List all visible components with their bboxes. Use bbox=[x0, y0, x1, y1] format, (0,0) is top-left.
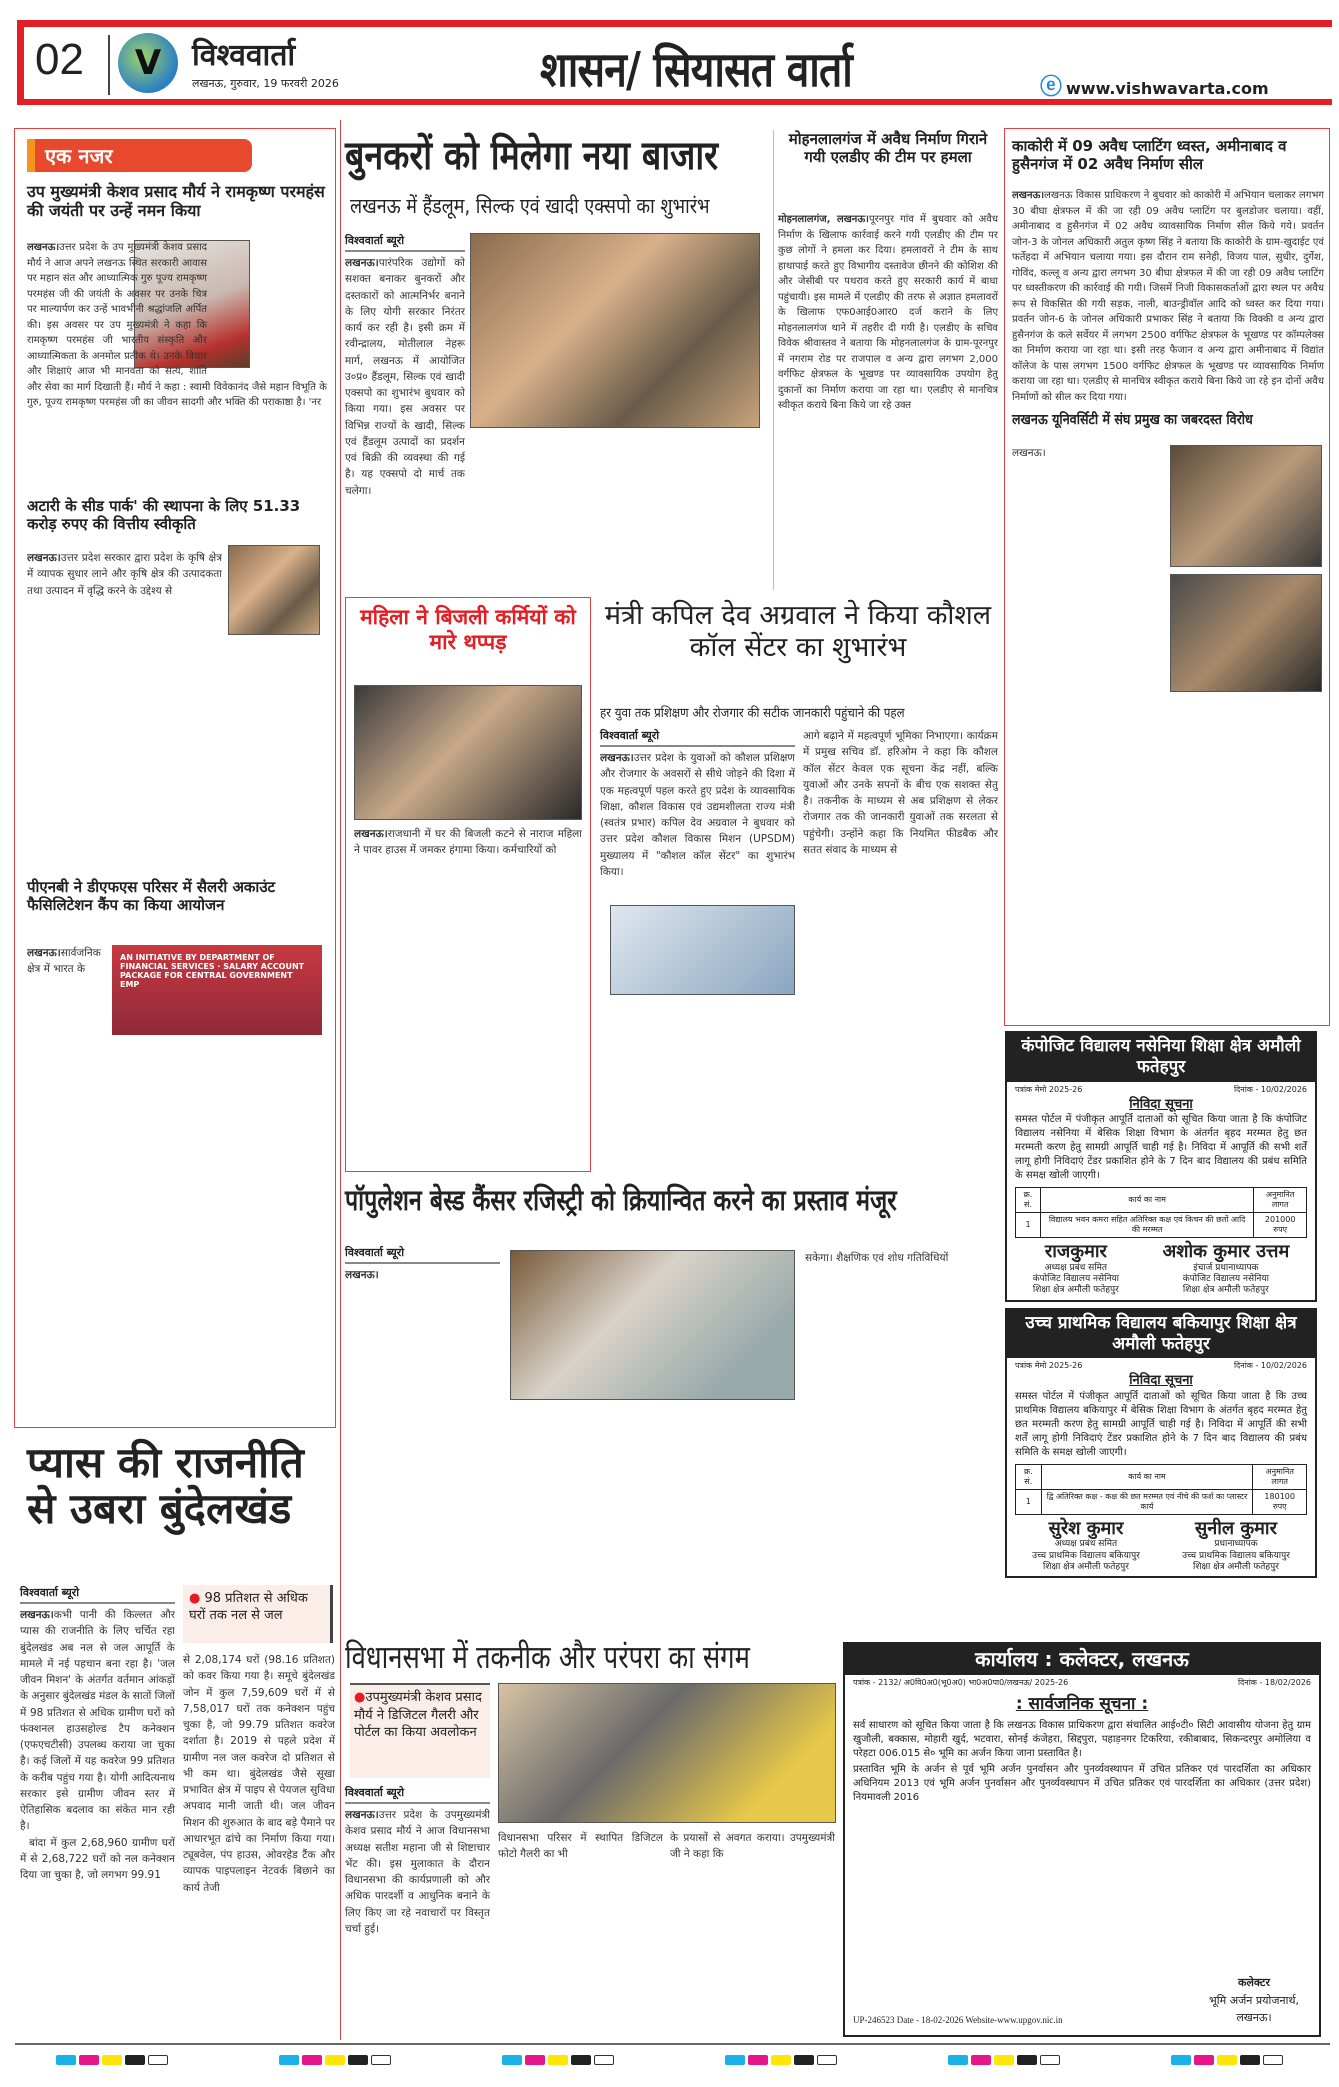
ad-notice-heading: : सार्वजनिक सूचना : bbox=[1015, 1694, 1149, 1714]
ad-title: कंपोजिट विद्यालय नसेनिया शिक्षा क्षेत्र अमौली फतेहपुर bbox=[1007, 1033, 1315, 1082]
dateline: लखनऊ। bbox=[354, 828, 388, 840]
dateline: लखनऊ। bbox=[600, 752, 634, 764]
body-text: कभी पानी की किल्लत और प्यास की राजनीति के लिए चर्चित रहा बुंदेलखंड अब नल से जल आपूर्ति के मामले में नई पहचान बना रहा है। 'जल जीवन मिशन' के अंतर्गत वर्तमान आंकड़ों के अनुसार बुंदेलखंड मंडल के सातों जिलों में 98 प्रतिशत से अधिक ग्रामीण घरों को फंक्शनल हाउसहोल्ड टैप कनेक्शन (एफएचटीसी) उपलब्ध कराया जा चुका है। कई जिलों में यह कवरेज 99 प्रतिशत के करीब पहुंच गया है। योगी आदित्यनाथ सरकार इसे ग्रामीण जीवन स्तर में ऐतिहासिक बदलाव का संकेत मान रही है। bbox=[20, 1609, 175, 1833]
ad-date: दिनांक - 10/02/2026 bbox=[1233, 1361, 1307, 1371]
color-swatch bbox=[79, 2055, 99, 2065]
byline: विश्ववार्ता ब्यूरो bbox=[345, 1785, 490, 1804]
color-bar-group bbox=[279, 2055, 391, 2065]
column-rule bbox=[773, 130, 774, 590]
color-swatch bbox=[548, 2055, 568, 2065]
color-swatch bbox=[1217, 2055, 1237, 2065]
color-swatch bbox=[1240, 2055, 1260, 2065]
photo-minister bbox=[228, 545, 320, 635]
body-text: उत्तर प्रदेश सरकार द्वारा प्रदेश के कृषि क्षेत्र में व्यापक सुधार लाने और कृषि क्षेत्र की उत्पादकता तथा उत्पादन में वृद्धि करने के उद्देश्य से bbox=[27, 552, 222, 597]
color-swatch bbox=[994, 2055, 1014, 2065]
article-body bbox=[27, 945, 105, 1035]
callout-text: 98 प्रतिशत से अधिक घरों तक नल से जल bbox=[189, 1591, 308, 1623]
color-swatch bbox=[971, 2055, 991, 2065]
divider bbox=[108, 35, 110, 95]
photo-protest-1 bbox=[1170, 445, 1322, 567]
signatories bbox=[1007, 1241, 1315, 1299]
dateline: लखनऊ। bbox=[1012, 190, 1045, 201]
article-body: के प्रयासों से अवगत कराया। उपमुख्यमंत्री जी ने कहा कि bbox=[670, 1832, 835, 1861]
signatory bbox=[1182, 1519, 1290, 1573]
body-text: बांदा में कुल 2,68,960 ग्रामीण घरों में से 2,68,722 घरों को नल कनेक्शन दिया जा चुका है, जो लगभग 99.91 bbox=[20, 1836, 175, 1882]
callout-box bbox=[350, 1683, 490, 1778]
tender-ad-bakiyapur bbox=[1005, 1308, 1317, 1579]
color-swatch bbox=[125, 2055, 145, 2065]
ad-title: कार्यालय : कलेक्टर, लखनऊ bbox=[845, 1644, 1319, 1675]
color-swatch bbox=[1017, 2055, 1037, 2065]
tender-ad-nasenia bbox=[1005, 1031, 1317, 1302]
line: उच्च प्राथमिक विद्यालय बकियापुर bbox=[1032, 1550, 1140, 1561]
col-header: क्र. सं. bbox=[1016, 1188, 1041, 1213]
crosshair-mark-icon bbox=[817, 2055, 837, 2065]
body-text: पूरनपुर गांव में बुधवार को अवैध निर्माण के खिलाफ कार्रवाई करने गयी एलडीए की टीम पर कुछ लोगों ने हमला कर दिया। हमलावरों ने टीम के साथ हाथापाई करते हुए विभागीय दस्तावेज छीनने की कोशिश की और जेसीबी पर पथराव करते हुए सरकारी कार्य में बाधा पहुंचायी। इस मामले में एलडीए की तरफ से अज्ञात हमलावरों के खिलाफ एफ0आई0आर0 दर्ज कराने के लिए मोहनलालगंज थाने में तहरीर दी गयी है। एलडीए के सचिव विवेक श्रीवास्तव ने बताया कि मोहनलालगंज के ग्राम-पूरनपुर में नगराम रोड पर राजपाल व अन्य द्वारा लगभग 2,000 वर्गफिट क्षेत्रफल के भूखण्ड पर व्यावसायिक उपयोग हेतु दुकानों का निर्माण कराया जा रहा था। एलडीए से मानचित्र स्वीकृत कराये बिना किये जा रहे उक्त bbox=[778, 214, 998, 411]
line: शिक्षा क्षेत्र अमौली फतेहपुर bbox=[1193, 1561, 1279, 1572]
color-swatch bbox=[279, 2055, 299, 2065]
dateline: लखनऊ। bbox=[345, 1809, 379, 1821]
headline: बुनकरों को मिलेगा नया बाजार bbox=[345, 133, 719, 179]
ad-title: उच्च प्राथमिक विद्यालय बकियापुर शिक्षा क्षेत्र अमौली फतेहपुर bbox=[1007, 1310, 1315, 1359]
line: भूमि अर्जन प्रयोजनार्थ, bbox=[1209, 1993, 1299, 2007]
ad-ref: पत्रांक मेमो 2025-26 bbox=[1015, 1361, 1083, 1371]
article-col bbox=[345, 233, 465, 563]
article-col bbox=[345, 1245, 500, 1635]
cell: 201000 रुपए bbox=[1254, 1213, 1307, 1238]
subheadline: हर युवा तक प्रशिक्षण और रोजगार की सटीक जानकारी पहुंचाने की पहल bbox=[600, 706, 905, 721]
dateline: मोहनलालगंज, लखनऊ। bbox=[778, 214, 869, 225]
color-swatch bbox=[794, 2055, 814, 2065]
line: कंपोजिट विद्यालय नसेनिया bbox=[1182, 1274, 1269, 1285]
line: इंचार्ज प्रधानाध्यापक bbox=[1193, 1262, 1259, 1273]
col-header: अनुमानित लागत bbox=[1254, 1188, 1307, 1213]
tender-table bbox=[1015, 1187, 1307, 1238]
dateline: लखनऊ। bbox=[27, 947, 61, 959]
body-text: उत्तर प्रदेश के युवाओं को कौशल प्रशिक्षण और रोजगार के अवसरों से सीधे जोड़ने की दिशा में एक महत्वपूर्ण पहल करते हुए प्रदेश के व्यावसायिक शिक्षा, कौशल विकास एवं उद्यमशीलता राज्य मंत्री (स्वतंत्र प्रभार) कपिल देव अग्रवाल ने बुधवार को उत्तर प्रदेश कौशल विकास मिशन (UPSDM) मुख्यालय में "कौशल कॉल सेंटर" का शुभारंभ किया। bbox=[600, 752, 795, 878]
body-text: उत्तर प्रदेश के उपमुख्यमंत्री केशव प्रसाद मौर्य ने आज विधानसभा अध्यक्ष सतीश महाना जी से शिष्टाचार भेंट की। इस मुलाकात के दौरान विधानसभा की कार्यप्रणाली को और अधिक पारदर्शी व आधुनिक बनाने के लिए किए जा रहे नवाचारों पर विस्तृत चर्चा हुई। bbox=[345, 1809, 490, 1935]
body-text: उत्तर प्रदेश के उप मुख्यमंत्री केशव प्रसाद मौर्य ने आज अपने लखनऊ स्थित सरकारी आवास पर महान संत और आध्यात्मिक गुरु पूज्य रामकृष्ण परमहंस जी की जयंती के अवसर पर उनके चित्र पर माल्यार्पण कर उन्हें भावभीनी श्रद्धांजलि अर्पित की। इस अवसर पर उप मुख्यमंत्री ने कहा कि रामकृष्ण परमहंस जी भारतीय संस्कृति और आध्यात्मिकता के अनमोल प्रतीक थे। उनके विचार और शिक्षाएं आज भी मानवता को सत्य, शांति और सेवा का मार्ग दिखाती हैं। मौर्य ने कहा : स्वामी विवेकानंद जैसे महान विभूति के गुरु, पूज्य रामकृष्ण परमहंस जी का जीवन सादगी और भक्ति की पराकाष्ठा है। 'नर bbox=[27, 242, 327, 408]
article-body bbox=[27, 240, 327, 485]
callout-box bbox=[183, 1585, 333, 1643]
article-body: आगे बढ़ाने में महत्वपूर्ण भूमिका निभाएगा। कार्यक्रम में प्रमुख सचिव डॉ. हरिओम ने कहा कि कौशल कॉल सेंटर केवल एक सूचना केंद्र नहीं, बल्कि युवाओं और उनके सपनों के बीच एक सशक्त सेतु है। तकनीक के माध्यम से अब प्रशिक्षण से लेकर रोजगार तक की जानकारी युवाओं तक सरलता से पहुंचेगी। उन्होंने कहा कि नियमित फीडबैक और सतत संवाद के माध्यम से bbox=[803, 730, 998, 856]
headline: महिला ने बिजली कर्मियों को मारे थप्पड़ bbox=[360, 605, 576, 655]
dateline: लखनऊ। bbox=[20, 1609, 54, 1621]
cell: द्वि अतिरिक्त कक्ष - कक्ष की छत मरम्मत एवं नीचे की फर्श का प्लास्टर कार्य bbox=[1041, 1489, 1253, 1514]
registration-marks bbox=[0, 2055, 1339, 2065]
table-row bbox=[1016, 1489, 1307, 1514]
ad-notice-heading: निविदा सूचना bbox=[1129, 1096, 1193, 1112]
cell: 1 bbox=[1016, 1213, 1041, 1238]
photo-power-house bbox=[354, 685, 582, 820]
body-text: लखनऊ विकास प्राधिकरण ने बुधवार को काकोरी में अभियान चलाकर लगभग 30 बीघा क्षेत्रफल में की जा रही 09 अवैध प्लाटिंग पर बुलडोजर चलाया। वहीं, अमीनाबाद व हुसैनगंज में 02 अवैध व्यावसायिक निर्माण सील किये गये। प्रवर्तन जोन-3 के जोनल अधिकारी अतुल कृष्ण सिंह ने बताया कि काकोरी के ग्राम-खुदाईट एवं फर्तेहदा में अभियान चलाया गया। इस दौरान राम सनेही, विजय पाल, सुधीर, दुर्गेश, गोविंद, कल्लू व अन्य द्वारा लगभग 30 बीघा क्षेत्रफल में की जा रही 09 अवैध प्लाटिंग पर ध्वस्तीकरण की कार्रवाई की गयी। जिसमें निजी विकासकर्ताओं द्वारा स्थल पर अवैध रूप से विकसित की गयी सड़क, नाली, बाउन्ड्रीवॉल आदि को ध्वस्त कर दिया गया। प्रवर्तन जोन-6 के जोनल अधिकारी प्रभाकर सिंह ने बताया कि विक्की व अन्य द्वारा हुसैनगंज के कले सर्वेयर में लगभग 2500 वर्गफिट क्षेत्रफल के भूखण्ड पर कॉम्पलेक्स का निर्माण कराया जा रहा था। इसी तरह फैजान व अन्य द्वारा अमीनाबाद में विद्यांत कॉलेज के पास लगभग 1500 वर्गफिट क्षेत्रफल के भूखण्ड पर व्यावसायिक निर्माण कराया जा रहा था। एलडीए से मानचित्र स्वीकृत कराये बिना किये जा रहे इन दोनों अवैध निर्माणों को सील कर दिया गया। bbox=[1012, 190, 1324, 403]
brand-logo: V bbox=[118, 33, 178, 93]
column-rule bbox=[340, 120, 341, 2040]
headline: विधानसभा में तकनीक और परंपरा का संगम bbox=[345, 1638, 750, 1676]
ad-date: दिनांक - 18/02/2026 bbox=[1237, 1678, 1311, 1687]
color-swatch bbox=[748, 2055, 768, 2065]
color-swatch bbox=[1171, 2055, 1191, 2065]
color-bar-group bbox=[1171, 2055, 1283, 2065]
page-number: 02 bbox=[35, 35, 84, 84]
dateline: लखनऊ। bbox=[27, 242, 60, 253]
article-body: विधानसभा परिसर में स्थापित डिजिटल फोटो गैलरी का भी bbox=[498, 1832, 663, 1861]
ad-ref: पत्रांक - 2132/ अ0वि0अ0(भू0अ0) भा0अ0पा0/लखनऊ/ 2025-26 bbox=[853, 1678, 1069, 1687]
subheadline: लखनऊ में हैंडलूम, सिल्क एवं खादी एक्सपो का शुभारंभ bbox=[350, 194, 710, 218]
line: लखनऊ। bbox=[1236, 2011, 1272, 2025]
byline: विश्ववार्ता ब्यूरो bbox=[345, 1245, 500, 1264]
article-body bbox=[600, 750, 795, 910]
float-spacer bbox=[207, 240, 327, 372]
article-body bbox=[20, 1607, 175, 2027]
signatory bbox=[1032, 1519, 1140, 1573]
signatories bbox=[1007, 1518, 1315, 1576]
collector-public-notice bbox=[843, 1642, 1321, 2037]
color-swatch bbox=[348, 2055, 368, 2065]
byline: विश्ववार्ता ब्यूरो bbox=[600, 728, 795, 747]
col-header: अनुमानित लागत bbox=[1253, 1464, 1307, 1489]
line: कंपोजिट विद्यालय नसेनिया bbox=[1032, 1274, 1119, 1285]
line: शिक्षा क्षेत्र अमौली फतेहपुर bbox=[1043, 1561, 1129, 1572]
crosshair-mark-icon bbox=[1040, 2055, 1060, 2065]
ad-date: दिनांक - 10/02/2026 bbox=[1233, 1084, 1307, 1094]
photo-meeting bbox=[510, 1250, 795, 1400]
article-body: लखनऊ। bbox=[1012, 447, 1046, 459]
signatory-name: सुरेश कुमार bbox=[1048, 1517, 1124, 1539]
headline: पीएनबी ने डीएफएस परिसर में सैलरी अकाउंट फैसिलिटेशन कैंप का किया आयोजन bbox=[27, 878, 276, 914]
article-body bbox=[27, 550, 222, 865]
body-text: सार्वजनिक क्षेत्र में भारत के bbox=[27, 947, 101, 976]
ad-notice-heading: निविदा सूचना bbox=[1129, 1373, 1193, 1389]
ads-column bbox=[1005, 1031, 1317, 1578]
line: शिक्षा क्षेत्र अमौली फतेहपुर bbox=[1182, 1285, 1269, 1296]
article-body bbox=[354, 826, 582, 1166]
photo-call-center bbox=[610, 905, 795, 995]
callout-text: उपमुख्यमंत्री केशव प्रसाद मौर्य ने डिजिटल गैलरी और पोर्टल का किया अवलोकन bbox=[354, 1690, 482, 1741]
cell: विद्यालय भवन कमरा सहित अतिरिक्त कक्ष एवं किचन की छतों आदि की मरम्मत bbox=[1040, 1213, 1253, 1238]
signatory bbox=[1163, 1242, 1290, 1296]
ek-nazar-label: एक नजर bbox=[27, 139, 252, 172]
color-bar-group bbox=[725, 2055, 837, 2065]
body-text: पारंपरिक उद्योगों को सशक्त बनाकर बुनकरों और दस्तकारों को आत्मनिर्भर बनाने के लिए योगी सरकार निरंतर कार्य कर रही है। इसी क्रम में रवीन्द्रालय, मोतीलाल नेहरू मार्ग, लखनऊ में आयोजित उ०प्र० हैंडलूम, सिल्क एवं खादी एक्सपो का शुभारंभ बुधवार को किया गया। इस अवसर पर विभिन्न राज्यों के खादी, सिल्क एवं हैंडलूम उत्पादों का प्रदर्शन एवं बिक्री की व्यवस्था की गई है। यह एक्सपो दो मार्च तक चलेगा। bbox=[345, 257, 465, 497]
ad-ref: पत्रांक मेमो 2025-26 bbox=[1015, 1084, 1083, 1094]
color-swatch bbox=[948, 2055, 968, 2065]
line: अध्यक्ष प्रबंध समित bbox=[1044, 1262, 1108, 1273]
color-swatch bbox=[325, 2055, 345, 2065]
article-body bbox=[345, 255, 465, 555]
signatory bbox=[1033, 1242, 1119, 1296]
ad-body: प्रस्तावित भूमि के अर्जन से पूर्व भूमि अर्जन पुनर्वासन और पुनर्व्यवस्थापन में उचित प्रतिकर एवं पारदर्शिता का अधिकार अधिनियम 2013 एवं भूमि अर्जन पुनर्वासन और पुनर्व्यवस्थापन में उचित प्रतिकर एवं पारदर्शिता का अधिकार (उत्तर प्रदेश) नियमावली 2016 bbox=[853, 1764, 1311, 1804]
footer-rule bbox=[15, 2043, 1330, 2045]
line: प्रधानाध्यापक bbox=[1214, 1539, 1258, 1550]
color-swatch bbox=[56, 2055, 76, 2065]
article-body: सकेगा। शैक्षणिक एवं शोध गतिविधियों bbox=[805, 1252, 949, 1264]
ad-body: सर्व साधारण को सूचित किया जाता है कि लखनऊ विकास प्राधिकरण द्वारा संचालित आई०टी० सिटी आवासीय योजना हेतु ग्राम खुजौली, बक्कास, मोहारी खुर्द, भटवारा, सोनई कंजेहरा, सिद्दपुरा, पहाड़नगर टिकरिया, रकीबाबाद, सिकन्दरपुर अमोलिया व परेहटा 006.015 से० भूमि का अर्जन किया जाना प्रस्तावित है। bbox=[853, 1720, 1311, 1760]
ad-footer: UP-246523 Date - 18-02-2026 Website-www.upgov.nic.in bbox=[853, 2015, 1063, 2025]
color-bar-group bbox=[502, 2055, 614, 2065]
bullet-icon: ● bbox=[189, 1591, 201, 1606]
col-header: कार्य का नाम bbox=[1040, 1188, 1253, 1213]
headline: प्यास की राजनीति से उबरा बुंदेलखंड bbox=[27, 1438, 304, 1534]
signatory-name: राजकुमार bbox=[1044, 1241, 1107, 1263]
signatory-name: सुनील कुमार bbox=[1195, 1517, 1277, 1539]
color-swatch bbox=[771, 2055, 791, 2065]
headline: मोहनलालगंज में अवैध निर्माण गिराने गयी एलडीए की टीम पर हमला bbox=[788, 130, 988, 166]
photo-protest-2 bbox=[1170, 574, 1322, 692]
article-body bbox=[345, 1807, 490, 2032]
article-body bbox=[778, 212, 998, 588]
brand-name: विश्ववार्ता bbox=[192, 38, 296, 73]
color-bar-group bbox=[948, 2055, 1060, 2065]
photo-pnb-event: AN INITIATIVE BY DEPARTMENT OF FINANCIAL SERVICES · SALARY ACCOUNT PACKAGE FOR CENTRAL GOVERNMENT EMP bbox=[112, 945, 322, 1035]
col-header: कार्य का नाम bbox=[1041, 1464, 1253, 1489]
bullet-icon: ● bbox=[354, 1690, 366, 1705]
edition-date: लखनऊ, गुरुवार, 19 फरवरी 2026 bbox=[192, 77, 339, 90]
dateline: लखनऊ। bbox=[345, 257, 379, 269]
headline: लखनऊ यूनिवर्सिटी में संघ प्रमुख का जबरदस्त विरोध bbox=[1012, 412, 1253, 428]
cell: 180100 रुपए bbox=[1253, 1489, 1307, 1514]
headline: मंत्री कपिल देव अग्रवाल ने किया कौशल कॉल सेंटर का शुभारंभ bbox=[604, 600, 992, 664]
byline: विश्ववार्ता ब्यूरो bbox=[20, 1585, 175, 1604]
line: उच्च प्राथमिक विद्यालय बकियापुर bbox=[1182, 1550, 1290, 1561]
table-row bbox=[1016, 1213, 1307, 1238]
tender-table bbox=[1015, 1464, 1307, 1515]
browser-icon: ⓔ bbox=[1040, 75, 1063, 100]
color-swatch bbox=[1194, 2055, 1214, 2065]
article-body bbox=[345, 1267, 500, 1283]
article-body bbox=[1012, 188, 1324, 404]
article-col bbox=[20, 1585, 175, 2035]
color-swatch bbox=[571, 2055, 591, 2065]
collector-signature bbox=[1209, 1974, 1299, 2027]
photo-expo-inauguration bbox=[470, 233, 760, 428]
website-link[interactable] bbox=[1040, 70, 1269, 101]
color-swatch bbox=[525, 2055, 545, 2065]
article-col bbox=[345, 1785, 490, 2035]
headline: पॉपुलेशन बेस्ड कैंसर रजिस्ट्री को क्रियान्वित करने का प्रस्ताव मंजूर bbox=[345, 1183, 897, 1217]
color-bar-group bbox=[56, 2055, 168, 2065]
photo-vidhansabha bbox=[498, 1683, 836, 1823]
dateline: लखनऊ। bbox=[345, 1269, 379, 1281]
line: अध्यक्ष प्रबंध समित bbox=[1054, 1539, 1118, 1550]
body-text: राजधानी में घर की बिजली कटने से नाराज महिला ने पावर हाउस में जमकर हंगामा किया। कर्मचारियों को bbox=[354, 828, 582, 857]
line: कलेक्टर bbox=[1238, 1976, 1270, 1990]
crosshair-mark-icon bbox=[1263, 2055, 1283, 2065]
col-header: क्र. सं. bbox=[1016, 1464, 1042, 1489]
crosshair-mark-icon bbox=[594, 2055, 614, 2065]
cell: 1 bbox=[1016, 1489, 1042, 1514]
crosshair-mark-icon bbox=[371, 2055, 391, 2065]
color-swatch bbox=[725, 2055, 745, 2065]
byline: विश्ववार्ता ब्यूरो bbox=[345, 233, 465, 252]
ad-body: समस्त पोर्टल में पंजीकृत आपूर्ति दाताओं को सूचित किया जाता है कि कंपोजिट विद्यालय नसेनिया में बेसिक शिक्षा विभाग के अंतर्गत बृहद मरम्मत हेतु छत मरम्मती करण हेतु सामग्री आपूर्ति चाही गई है। निविदा में आपूर्ति की सभी शर्तें लागू होगी निविदाएं टेंडर प्रकाशित होने के 7 दिन बाद विद्यालय की प्रबंध समिति के समक्ष खोली जाएगी। bbox=[1015, 1114, 1307, 1182]
signatory-name: अशोक कुमार उत्तम bbox=[1162, 1241, 1290, 1263]
headline: उप मुख्यमंत्री केशव प्रसाद मौर्य ने रामकृष्ण परमहंस की जयंती पर उन्हें नमन किया bbox=[27, 182, 325, 221]
color-swatch bbox=[302, 2055, 322, 2065]
color-swatch bbox=[102, 2055, 122, 2065]
ad-body: समस्त पोर्टल में पंजीकृत आपूर्ति दाताओं को सूचित किया जाता है कि उच्च प्राथमिक विद्यालय बकियापुर में बेसिक शिक्षा विभाग के अंतर्गत बृहद मरम्मत हेतु छत मरम्मती करण हेतु सामग्री आपूर्ति चाही गई है। निविदा में आपूर्ति की सभी शर्तें लागू होगी निविदाएं टेंडर प्रकाशित होने के 7 दिन बाद विद्यालय की प्रबंध समिति के समक्ष खोली जाएगी। bbox=[1015, 1390, 1307, 1458]
crosshair-mark-icon bbox=[148, 2055, 168, 2065]
article-body: से 2,08,174 घरों (98.16 प्रतिशत) को कवर किया गया है। समूचे बुंदेलखंड जोन में कुल 7,59,609 घरों में से 7,58,017 घरों तक कनेक्शन पहुंच चुका है, जो 99.79 प्रतिशत कवरेज दर्शाता है। 2019 से पहले प्रदेश में ग्रामीण नल जल कवरेज दो प्रतिशत से भी कम था। बुंदेलखंड जैसे सूखा प्रभावित क्षेत्र में पाइप से पेयजल सुविधा अपवाद मानी जाती थी। जल जीवन मिशन की शुरुआत के बाद बड़े पैमाने पर आधारभूत ढांचे का निर्माण किया गया। ट्यूबवेल, पंप हाउस, ओवरहेड टैंक और व्यापक पाइपलाइन नेटवर्क बिछाने का कार्य तेजी bbox=[183, 1654, 335, 1894]
dateline: लखनऊ। bbox=[27, 552, 61, 564]
headline: काकोरी में 09 अवैध प्लाटिंग ध्वस्त, अमीनाबाद व हुसैनगंज में 02 अवैध निर्माण सील bbox=[1012, 137, 1287, 173]
line: शिक्षा क्षेत्र अमौली फतेहपुर bbox=[1032, 1285, 1119, 1296]
section-title: शासन/ सियासत वार्ता bbox=[540, 42, 852, 98]
color-swatch bbox=[502, 2055, 522, 2065]
headline: अटारी के सीड पार्क' की स्थापना के लिए 51.33 करोड़ रुपए की वित्तीय स्वीकृति bbox=[27, 497, 301, 533]
website-text: www.vishwavarta.com bbox=[1066, 79, 1269, 98]
